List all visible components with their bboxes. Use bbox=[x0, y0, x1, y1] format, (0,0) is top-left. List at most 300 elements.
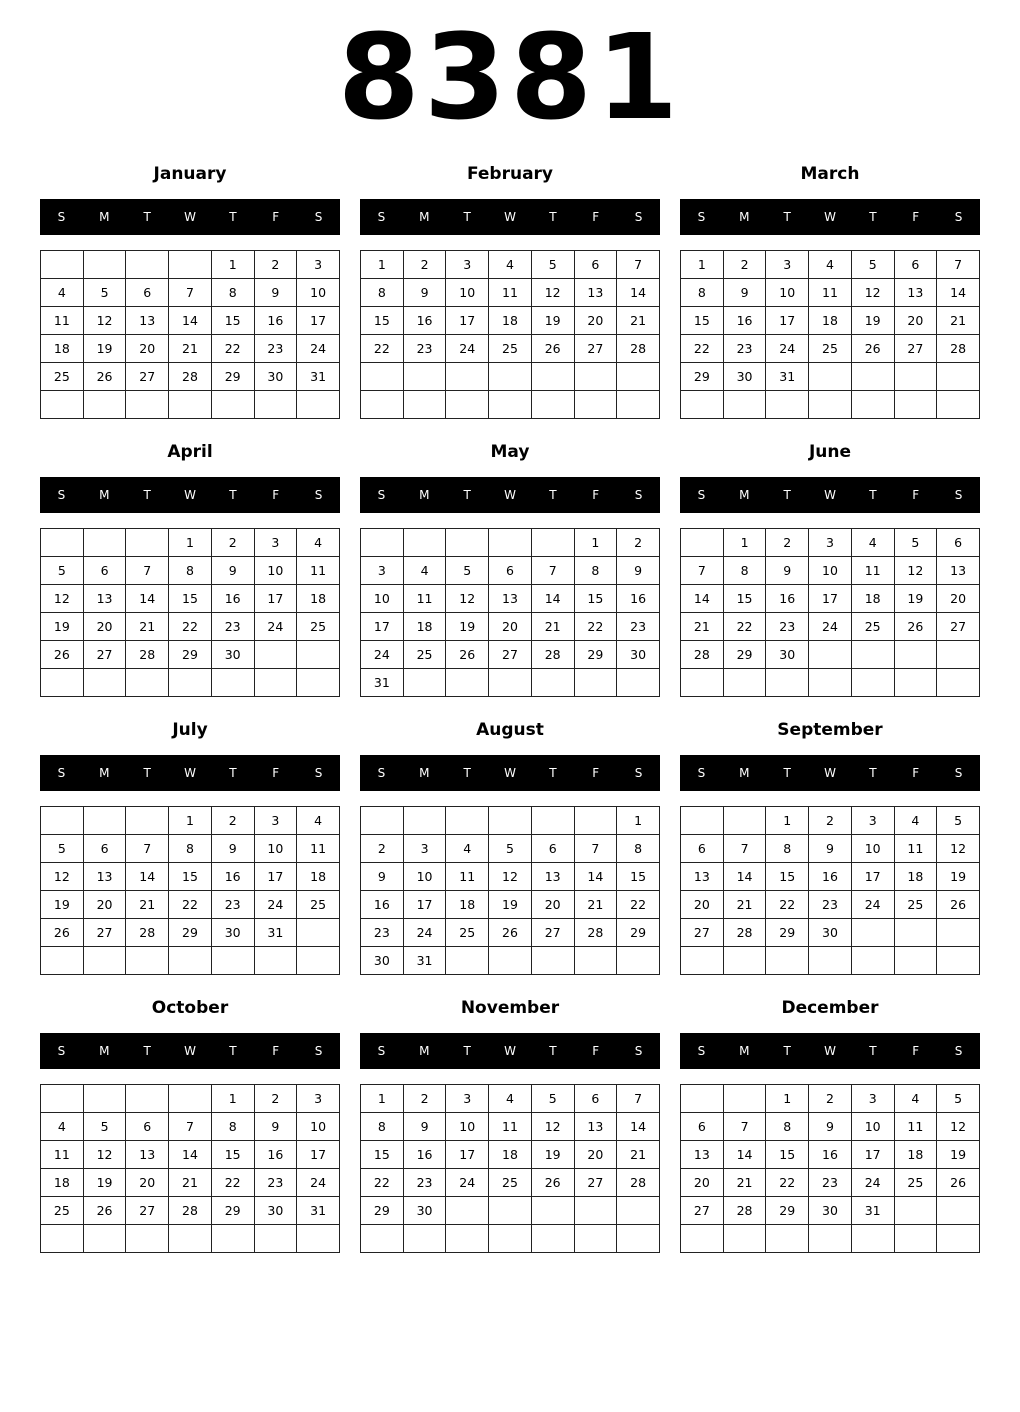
day-cell: 27 bbox=[489, 641, 532, 669]
day-cell: 7 bbox=[169, 1113, 212, 1141]
day-cell bbox=[361, 807, 404, 835]
day-cell: 8 bbox=[169, 557, 212, 585]
day-cell bbox=[531, 1225, 574, 1253]
day-cell bbox=[126, 1085, 169, 1113]
week-row bbox=[361, 1225, 660, 1253]
day-cell: 2 bbox=[361, 835, 404, 863]
day-cell: 23 bbox=[211, 613, 254, 641]
day-cell bbox=[617, 669, 660, 697]
day-cell: 10 bbox=[297, 1113, 340, 1141]
day-cell bbox=[211, 1225, 254, 1253]
day-cell bbox=[766, 669, 809, 697]
day-cell: 25 bbox=[446, 919, 489, 947]
day-cell bbox=[83, 1085, 126, 1113]
day-cell bbox=[531, 391, 574, 419]
day-cell bbox=[574, 1197, 617, 1225]
week-row bbox=[41, 529, 340, 557]
day-cell bbox=[809, 641, 852, 669]
day-cell bbox=[574, 1225, 617, 1253]
day-cell: 10 bbox=[446, 1113, 489, 1141]
day-cell: 12 bbox=[41, 585, 84, 613]
day-cell: 2 bbox=[254, 251, 297, 279]
day-cell: 26 bbox=[937, 891, 980, 919]
day-cell: 5 bbox=[894, 529, 937, 557]
day-cell bbox=[83, 251, 126, 279]
weekday-label: T bbox=[869, 766, 877, 780]
day-cell: 15 bbox=[681, 307, 724, 335]
day-cell: 18 bbox=[297, 863, 340, 891]
weekday-label: M bbox=[99, 210, 110, 224]
day-cell bbox=[894, 363, 937, 391]
day-cell bbox=[851, 391, 894, 419]
day-cell: 12 bbox=[937, 835, 980, 863]
day-cell: 17 bbox=[361, 613, 404, 641]
day-cell bbox=[617, 391, 660, 419]
day-cell bbox=[723, 807, 766, 835]
weekday-label: T bbox=[229, 488, 237, 502]
week-row bbox=[681, 529, 980, 557]
day-cell bbox=[297, 947, 340, 975]
weekday-label: S bbox=[634, 766, 643, 780]
day-cell: 3 bbox=[851, 1085, 894, 1113]
day-cell bbox=[126, 1225, 169, 1253]
weekday-label: T bbox=[869, 488, 877, 502]
day-cell: 4 bbox=[41, 279, 84, 307]
day-cell: 15 bbox=[361, 1141, 404, 1169]
day-cell: 27 bbox=[574, 1169, 617, 1197]
weekday-header bbox=[360, 755, 660, 791]
day-cell bbox=[489, 529, 532, 557]
weekday-label: W bbox=[504, 210, 516, 224]
weekday-label: T bbox=[143, 210, 151, 224]
day-cell: 6 bbox=[83, 557, 126, 585]
weekday-label: F bbox=[912, 1044, 920, 1058]
day-cell: 29 bbox=[169, 919, 212, 947]
day-cell: 26 bbox=[851, 335, 894, 363]
day-cell: 14 bbox=[531, 585, 574, 613]
day-cell: 11 bbox=[297, 557, 340, 585]
day-cell: 10 bbox=[851, 835, 894, 863]
day-cell: 6 bbox=[126, 279, 169, 307]
day-grid bbox=[360, 806, 660, 975]
day-cell: 1 bbox=[211, 251, 254, 279]
month-name: February bbox=[466, 164, 554, 184]
day-cell: 17 bbox=[297, 307, 340, 335]
day-cell bbox=[361, 1225, 404, 1253]
day-cell bbox=[446, 529, 489, 557]
day-cell: 7 bbox=[574, 835, 617, 863]
weekday-label: T bbox=[549, 1044, 557, 1058]
day-cell bbox=[681, 529, 724, 557]
weekday-label: F bbox=[592, 488, 600, 502]
day-cell: 15 bbox=[211, 1141, 254, 1169]
day-cell: 28 bbox=[937, 335, 980, 363]
weekday-header bbox=[680, 1033, 980, 1069]
week-row bbox=[41, 251, 340, 279]
week-row bbox=[361, 279, 660, 307]
day-cell: 19 bbox=[531, 307, 574, 335]
day-cell: 18 bbox=[809, 307, 852, 335]
day-cell: 17 bbox=[403, 891, 446, 919]
day-cell: 26 bbox=[83, 363, 126, 391]
day-cell: 23 bbox=[617, 613, 660, 641]
day-cell bbox=[894, 1225, 937, 1253]
day-cell bbox=[489, 947, 532, 975]
day-cell: 30 bbox=[403, 1197, 446, 1225]
day-cell bbox=[766, 1225, 809, 1253]
day-cell: 16 bbox=[723, 307, 766, 335]
day-cell: 20 bbox=[894, 307, 937, 335]
day-cell bbox=[83, 391, 126, 419]
day-cell: 28 bbox=[531, 641, 574, 669]
day-cell: 2 bbox=[403, 1085, 446, 1113]
week-row bbox=[681, 807, 980, 835]
weekday-label: S bbox=[57, 210, 66, 224]
day-cell: 22 bbox=[361, 335, 404, 363]
day-cell: 14 bbox=[681, 585, 724, 613]
weekday-label: S bbox=[314, 488, 323, 502]
day-cell: 12 bbox=[851, 279, 894, 307]
day-cell: 17 bbox=[851, 863, 894, 891]
weekday-label: T bbox=[143, 1044, 151, 1058]
day-cell: 21 bbox=[531, 613, 574, 641]
day-cell: 21 bbox=[681, 613, 724, 641]
day-cell: 1 bbox=[617, 807, 660, 835]
day-cell bbox=[894, 391, 937, 419]
day-cell: 22 bbox=[617, 891, 660, 919]
day-cell bbox=[126, 251, 169, 279]
day-cell bbox=[489, 1197, 532, 1225]
day-cell: 16 bbox=[211, 585, 254, 613]
day-cell: 6 bbox=[574, 251, 617, 279]
day-cell: 10 bbox=[403, 863, 446, 891]
day-cell bbox=[574, 363, 617, 391]
day-cell: 28 bbox=[126, 641, 169, 669]
day-cell bbox=[937, 947, 980, 975]
day-cell: 24 bbox=[766, 335, 809, 363]
day-cell: 8 bbox=[617, 835, 660, 863]
day-cell: 31 bbox=[297, 363, 340, 391]
day-cell bbox=[169, 669, 212, 697]
day-cell: 9 bbox=[403, 279, 446, 307]
week-row bbox=[681, 391, 980, 419]
weekday-label: T bbox=[229, 1044, 237, 1058]
day-cell: 20 bbox=[126, 335, 169, 363]
day-cell: 21 bbox=[169, 335, 212, 363]
day-cell: 12 bbox=[489, 863, 532, 891]
day-cell bbox=[489, 1225, 532, 1253]
day-cell: 9 bbox=[403, 1113, 446, 1141]
day-cell bbox=[83, 807, 126, 835]
weekday-header bbox=[680, 477, 980, 513]
day-cell bbox=[809, 1225, 852, 1253]
day-cell bbox=[446, 1197, 489, 1225]
day-cell: 19 bbox=[489, 891, 532, 919]
week-row bbox=[681, 863, 980, 891]
day-cell: 11 bbox=[489, 1113, 532, 1141]
day-cell bbox=[83, 947, 126, 975]
day-cell: 31 bbox=[254, 919, 297, 947]
day-cell bbox=[851, 363, 894, 391]
day-cell: 22 bbox=[766, 891, 809, 919]
weekday-label: S bbox=[377, 1044, 386, 1058]
day-grid bbox=[40, 806, 340, 975]
weekday-label: T bbox=[229, 766, 237, 780]
day-cell: 24 bbox=[297, 335, 340, 363]
day-cell bbox=[169, 251, 212, 279]
day-cell bbox=[254, 1225, 297, 1253]
day-cell bbox=[403, 807, 446, 835]
weekday-header bbox=[360, 477, 660, 513]
day-cell bbox=[681, 669, 724, 697]
day-cell bbox=[723, 1225, 766, 1253]
day-cell: 19 bbox=[937, 1141, 980, 1169]
day-cell bbox=[489, 363, 532, 391]
day-cell: 29 bbox=[211, 363, 254, 391]
weekday-label: W bbox=[504, 488, 516, 502]
day-cell: 4 bbox=[297, 807, 340, 835]
month-name: January bbox=[153, 164, 227, 184]
day-cell: 18 bbox=[894, 863, 937, 891]
day-cell: 27 bbox=[681, 919, 724, 947]
week-row bbox=[681, 1169, 980, 1197]
weekday-header bbox=[360, 199, 660, 235]
week-row bbox=[681, 335, 980, 363]
day-cell: 29 bbox=[169, 641, 212, 669]
week-row bbox=[41, 863, 340, 891]
day-cell bbox=[446, 1225, 489, 1253]
day-cell: 20 bbox=[937, 585, 980, 613]
week-row bbox=[361, 1141, 660, 1169]
weekday-label: T bbox=[783, 1044, 791, 1058]
day-cell: 27 bbox=[126, 1197, 169, 1225]
day-cell: 4 bbox=[403, 557, 446, 585]
month-name: July bbox=[172, 720, 208, 740]
day-cell bbox=[894, 669, 937, 697]
day-cell: 8 bbox=[766, 1113, 809, 1141]
week-row bbox=[361, 1085, 660, 1113]
day-cell: 29 bbox=[211, 1197, 254, 1225]
week-row bbox=[681, 613, 980, 641]
day-cell: 26 bbox=[531, 335, 574, 363]
day-cell: 17 bbox=[446, 1141, 489, 1169]
day-cell: 28 bbox=[574, 919, 617, 947]
week-row bbox=[361, 1113, 660, 1141]
day-cell: 22 bbox=[169, 891, 212, 919]
day-cell: 21 bbox=[574, 891, 617, 919]
day-cell bbox=[809, 669, 852, 697]
day-cell: 18 bbox=[446, 891, 489, 919]
weekday-label: M bbox=[99, 488, 110, 502]
week-row bbox=[681, 1225, 980, 1253]
day-cell: 19 bbox=[894, 585, 937, 613]
day-cell: 2 bbox=[723, 251, 766, 279]
day-cell: 17 bbox=[446, 307, 489, 335]
day-cell: 10 bbox=[809, 557, 852, 585]
weekday-label: S bbox=[314, 766, 323, 780]
day-cell: 5 bbox=[531, 251, 574, 279]
day-cell: 9 bbox=[211, 835, 254, 863]
day-cell: 27 bbox=[126, 363, 169, 391]
day-cell: 16 bbox=[211, 863, 254, 891]
day-cell: 28 bbox=[617, 1169, 660, 1197]
day-cell bbox=[531, 363, 574, 391]
weekday-label: W bbox=[504, 1044, 516, 1058]
day-cell: 25 bbox=[809, 335, 852, 363]
day-cell bbox=[531, 947, 574, 975]
day-cell bbox=[41, 391, 84, 419]
day-cell: 11 bbox=[809, 279, 852, 307]
day-cell: 20 bbox=[531, 891, 574, 919]
day-cell: 5 bbox=[83, 279, 126, 307]
day-cell: 8 bbox=[211, 1113, 254, 1141]
day-cell: 27 bbox=[83, 919, 126, 947]
day-cell: 1 bbox=[361, 251, 404, 279]
day-cell: 22 bbox=[766, 1169, 809, 1197]
day-cell bbox=[446, 669, 489, 697]
week-row bbox=[41, 279, 340, 307]
day-cell: 8 bbox=[766, 835, 809, 863]
weekday-label: T bbox=[869, 210, 877, 224]
day-cell: 9 bbox=[723, 279, 766, 307]
day-cell: 18 bbox=[851, 585, 894, 613]
weekday-label: S bbox=[377, 210, 386, 224]
day-cell: 15 bbox=[574, 585, 617, 613]
day-cell: 28 bbox=[681, 641, 724, 669]
weekday-label: M bbox=[739, 210, 750, 224]
day-cell: 26 bbox=[937, 1169, 980, 1197]
week-row bbox=[681, 891, 980, 919]
day-cell bbox=[617, 1197, 660, 1225]
day-cell: 2 bbox=[617, 529, 660, 557]
day-cell: 31 bbox=[766, 363, 809, 391]
day-cell bbox=[531, 669, 574, 697]
day-cell bbox=[211, 947, 254, 975]
weekday-label: S bbox=[314, 1044, 323, 1058]
week-row bbox=[681, 641, 980, 669]
week-row bbox=[681, 835, 980, 863]
day-cell bbox=[723, 947, 766, 975]
day-cell bbox=[169, 391, 212, 419]
day-cell: 3 bbox=[403, 835, 446, 863]
day-cell: 4 bbox=[809, 251, 852, 279]
week-row bbox=[681, 307, 980, 335]
day-cell bbox=[531, 807, 574, 835]
weekday-label: F bbox=[272, 210, 280, 224]
day-cell: 13 bbox=[126, 307, 169, 335]
week-row bbox=[41, 1085, 340, 1113]
day-cell: 5 bbox=[851, 251, 894, 279]
day-cell bbox=[531, 529, 574, 557]
day-cell: 13 bbox=[681, 1141, 724, 1169]
day-cell bbox=[211, 391, 254, 419]
day-cell: 24 bbox=[254, 613, 297, 641]
day-cell bbox=[361, 391, 404, 419]
day-cell: 21 bbox=[723, 891, 766, 919]
week-row bbox=[41, 585, 340, 613]
day-cell bbox=[446, 947, 489, 975]
week-row bbox=[361, 391, 660, 419]
day-cell: 12 bbox=[41, 863, 84, 891]
day-cell: 7 bbox=[723, 835, 766, 863]
day-cell: 18 bbox=[894, 1141, 937, 1169]
week-row bbox=[41, 363, 340, 391]
day-cell bbox=[126, 391, 169, 419]
weekday-label: M bbox=[739, 766, 750, 780]
day-cell: 1 bbox=[169, 807, 212, 835]
day-cell: 24 bbox=[446, 1169, 489, 1197]
day-cell bbox=[851, 669, 894, 697]
weekday-label: F bbox=[912, 488, 920, 502]
day-cell: 6 bbox=[83, 835, 126, 863]
weekday-header bbox=[680, 755, 980, 791]
day-cell bbox=[851, 947, 894, 975]
day-cell: 4 bbox=[446, 835, 489, 863]
week-row bbox=[361, 807, 660, 835]
day-cell: 20 bbox=[574, 307, 617, 335]
day-cell bbox=[681, 391, 724, 419]
weekday-label: S bbox=[314, 210, 323, 224]
week-row bbox=[361, 307, 660, 335]
day-cell: 16 bbox=[403, 1141, 446, 1169]
week-row bbox=[361, 891, 660, 919]
day-cell: 13 bbox=[574, 1113, 617, 1141]
year-title: 8381 bbox=[337, 8, 683, 146]
day-cell: 18 bbox=[41, 1169, 84, 1197]
day-cell: 16 bbox=[254, 1141, 297, 1169]
day-cell: 20 bbox=[574, 1141, 617, 1169]
week-row bbox=[361, 251, 660, 279]
day-cell: 28 bbox=[617, 335, 660, 363]
day-grid bbox=[680, 528, 980, 697]
week-row bbox=[681, 585, 980, 613]
weekday-label: T bbox=[463, 1044, 471, 1058]
day-cell: 16 bbox=[766, 585, 809, 613]
weekday-label: S bbox=[954, 766, 963, 780]
day-cell bbox=[894, 1197, 937, 1225]
month-name: December bbox=[781, 998, 879, 1018]
day-cell: 29 bbox=[766, 1197, 809, 1225]
day-cell: 6 bbox=[489, 557, 532, 585]
week-row bbox=[681, 1197, 980, 1225]
day-cell: 23 bbox=[254, 335, 297, 363]
day-cell bbox=[681, 1225, 724, 1253]
week-row bbox=[361, 641, 660, 669]
day-cell bbox=[681, 947, 724, 975]
day-cell: 1 bbox=[169, 529, 212, 557]
day-cell: 19 bbox=[41, 891, 84, 919]
day-cell: 12 bbox=[531, 279, 574, 307]
day-cell: 24 bbox=[361, 641, 404, 669]
day-cell bbox=[617, 947, 660, 975]
weekday-label: S bbox=[57, 488, 66, 502]
day-cell: 5 bbox=[489, 835, 532, 863]
day-cell bbox=[446, 363, 489, 391]
day-cell bbox=[41, 669, 84, 697]
day-cell: 24 bbox=[254, 891, 297, 919]
day-cell: 3 bbox=[297, 1085, 340, 1113]
week-row bbox=[681, 919, 980, 947]
day-cell: 31 bbox=[851, 1197, 894, 1225]
day-cell: 6 bbox=[681, 1113, 724, 1141]
day-cell: 22 bbox=[211, 335, 254, 363]
day-grid bbox=[360, 528, 660, 697]
day-cell: 27 bbox=[531, 919, 574, 947]
day-cell: 9 bbox=[809, 1113, 852, 1141]
week-row bbox=[361, 1169, 660, 1197]
day-cell: 22 bbox=[574, 613, 617, 641]
weekday-label: T bbox=[463, 766, 471, 780]
